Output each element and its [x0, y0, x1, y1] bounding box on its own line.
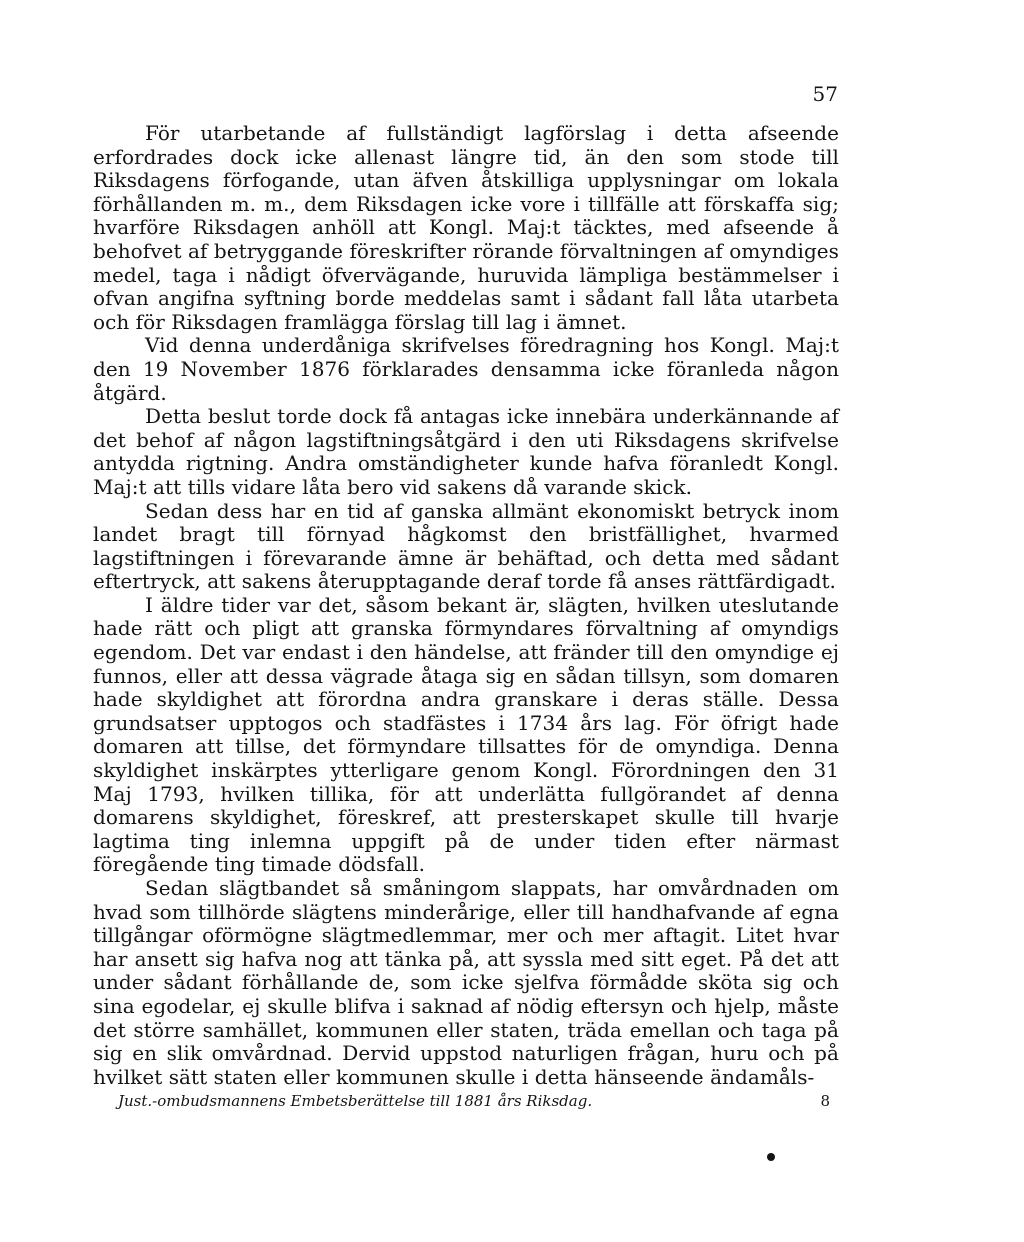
page-number: 57 [812, 82, 838, 106]
paragraph: I äldre tider var det, såsom bekant är, slägten, hvilken uteslutande hade rätt och pligt att granska förmyndares förvaltning af omyndigs egendom. Det var endast i den händelse, att fränder till den omyndige ej funnos, eller att dessa vägrade åtaga sig en sådan tillsyn, som domaren hade skyldighet att förordna andra granskare i deras ställe. Dessa grundsatser upptogos och stadfästes i 1734 års lag. För öfrigt hade domaren att tillse, det förmyndare tillsattes för de omyndiga. Denna skyldighet inskärptes ytterligare genom Kongl. Förordningen den 31 Maj 1793, hvilken tillika, för att underlätta fullgörandet af denna domarens skyldighet, föreskref, att presterskapet skulle till hvarje lagtima ting inlemna uppgift på de under tiden efter närmast föregående ting timade dödsfall. [93, 592, 839, 877]
paragraph: Vid denna underdåniga skrifvelses föredragning hos Kongl. Maj:t den 19 November 1876 förklarades densamma icke föranleda någon åtgärd. [93, 333, 839, 405]
signature-mark: 8 [820, 1092, 830, 1110]
footer-title: Just.-ombudsmannens Embetsberättelse till 1881 års Riksdag. [118, 1092, 593, 1110]
body-text [93, 122, 839, 1089]
paragraph: Sedan dess har en tid af ganska allmänt ekonomiskt betryck inom landet bragt till förnyad hågkomst den bristfällighet, hvarmed lagstiftningen i förevarande ämne är behäftad, och detta med sådant eftertryck, att sakens återupptagande deraf torde få anses rättfärdigadt. [93, 498, 839, 594]
print-speck [767, 1153, 775, 1161]
paragraph: Detta beslut torde dock få antagas icke innebära underkännande af det behof af någon lagstiftningsåtgärd i den uti Riksdagens skrifvelse antydda rigtning. Andra omständigheter kunde hafva föranledt Kongl. Maj:t att tills vidare låta bero vid sakens då varande skick. [93, 404, 839, 499]
paragraph: Sedan slägtbandet så småningom slappats, har omvårdnaden om hvad som tillhörde slägtens minderårige, eller till handhafvande af egna tillgångar oförmögne slägtmedlemmar, mer och mer aftagit. Litet hvar har ansett sig hafva nog att tänka på, att syssla med sitt eget. På det att under sådant förhållande de, som icke sjelfva förmådde sköta sig och sina egodelar, ej skulle blifva i saknad af nödig eftersyn och hjelp, måste det större samhället, kommunen eller staten, träda emellan och taga på sig en slik omvårdnad. Dervid uppstod naturligen frågan, huru och på hvilket sätt staten eller kommunen skulle i detta hänseende ändamåls- [93, 876, 839, 1089]
paragraph: För utarbetande af fullständigt lagförslag i detta afseende erfordrades dock icke allenast längre tid, än den som stode till Riksdagens förfogande, utan äfven åtskilliga upplysningar om lokala förhållanden m. m., dem Riksdagen icke vore i tillfälle att förskaffa sig; hvarföre Riksdagen anhöll att Kongl. Maj:t täcktes, med afseende å behofvet af betryggande föreskrifter rörande förvaltningen af omyndiges medel, taga i nådigt öfvervägande, huruvida lämpliga bestämmelser i ofvan angifna syftning borde meddelas samt i sådant fall låta utarbeta och för Riksdagen framlägga förslag till lag i ämnet. [93, 121, 839, 334]
